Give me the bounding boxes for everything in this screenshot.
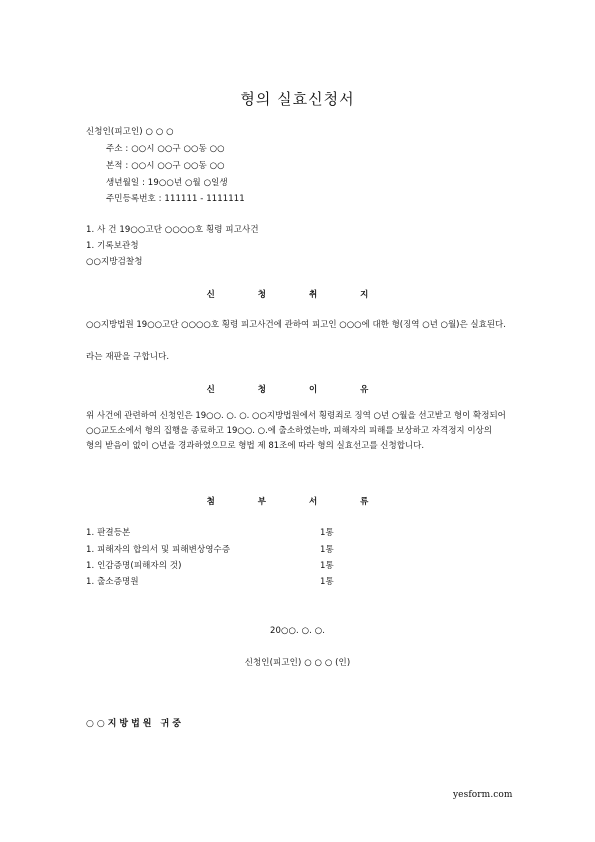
case-line: 1. 사 건 19○○고단 ○○○○호 횡령 피고사건 — [86, 225, 259, 235]
attachment-item-qty: 1통 — [320, 528, 334, 538]
attachments-heading: 첨 부 서 류 — [206, 497, 389, 507]
attachment-item-name: 1. 피해자의 합의서 및 피해변상영수증 — [86, 545, 231, 555]
applicant-birth-date: 생년월일 : 19○○년 ○월 ○일생 — [106, 178, 228, 188]
reason-body: 위 사건에 관련하여 신청인은 19○○. ○. ○. ○○지방법원에서 횡령죄로 징역 ○년 ○월을 선고받고 형이 확정되어 ○○교도소에서 형의 집행을 종료하고 19○○. ○.에 출소하였는바, 피해자의 피해를 보상하고 자격정지 이상의 형의 받음이 없이 ○년을 경과하였으므로 형법 제 81조에 따라 형의 실효선고를 신청합니다. — [86, 411, 506, 451]
record-office-name: ○○지방검찰청 — [86, 257, 143, 267]
application-date: 20○○. ○. ○. — [269, 626, 326, 636]
attachment-item-name: 1. 출소증명원 — [86, 577, 139, 587]
applicant-domicile: 본적 : ○○시 ○○구 ○○동 ○○ — [106, 161, 225, 171]
reason-heading: 신 청 이 유 — [206, 385, 389, 395]
footer-watermark: yesform.com — [453, 790, 513, 800]
purpose-heading: 신 청 취 지 — [206, 290, 389, 300]
purpose-body: ○○지방법원 19○○고단 ○○○○호 횡령 피고사건에 관하여 피고인 ○○○에 대한 형(징역 ○년 ○월)은 실효된다. — [86, 320, 506, 330]
record-office-label: 1. 기록보관청 — [86, 241, 139, 251]
document-title: 형의 실효신청서 — [240, 90, 355, 108]
recipient-court: ○○지방법원 귀중 — [86, 719, 185, 729]
attachment-item-qty: 1통 — [320, 561, 334, 571]
applicant-address: 주소 : ○○시 ○○구 ○○동 ○○ — [106, 144, 225, 154]
applicant-resident-number: 주민등록번호 : 111111 - 1111111 — [106, 194, 245, 204]
attachment-item-name: 1. 인감증명(피해자의 것) — [86, 561, 182, 571]
attachment-item-qty: 1통 — [320, 577, 334, 587]
attachment-item-qty: 1통 — [320, 545, 334, 555]
purpose-closing: 라는 재판을 구합니다. — [86, 352, 170, 362]
signature-line: 신청인(피고인) ○ ○ ○ (인) — [244, 658, 351, 668]
applicant-label: 신청인(피고인) ○ ○ ○ — [86, 127, 174, 137]
attachment-item-name: 1. 판결등본 — [86, 528, 131, 538]
